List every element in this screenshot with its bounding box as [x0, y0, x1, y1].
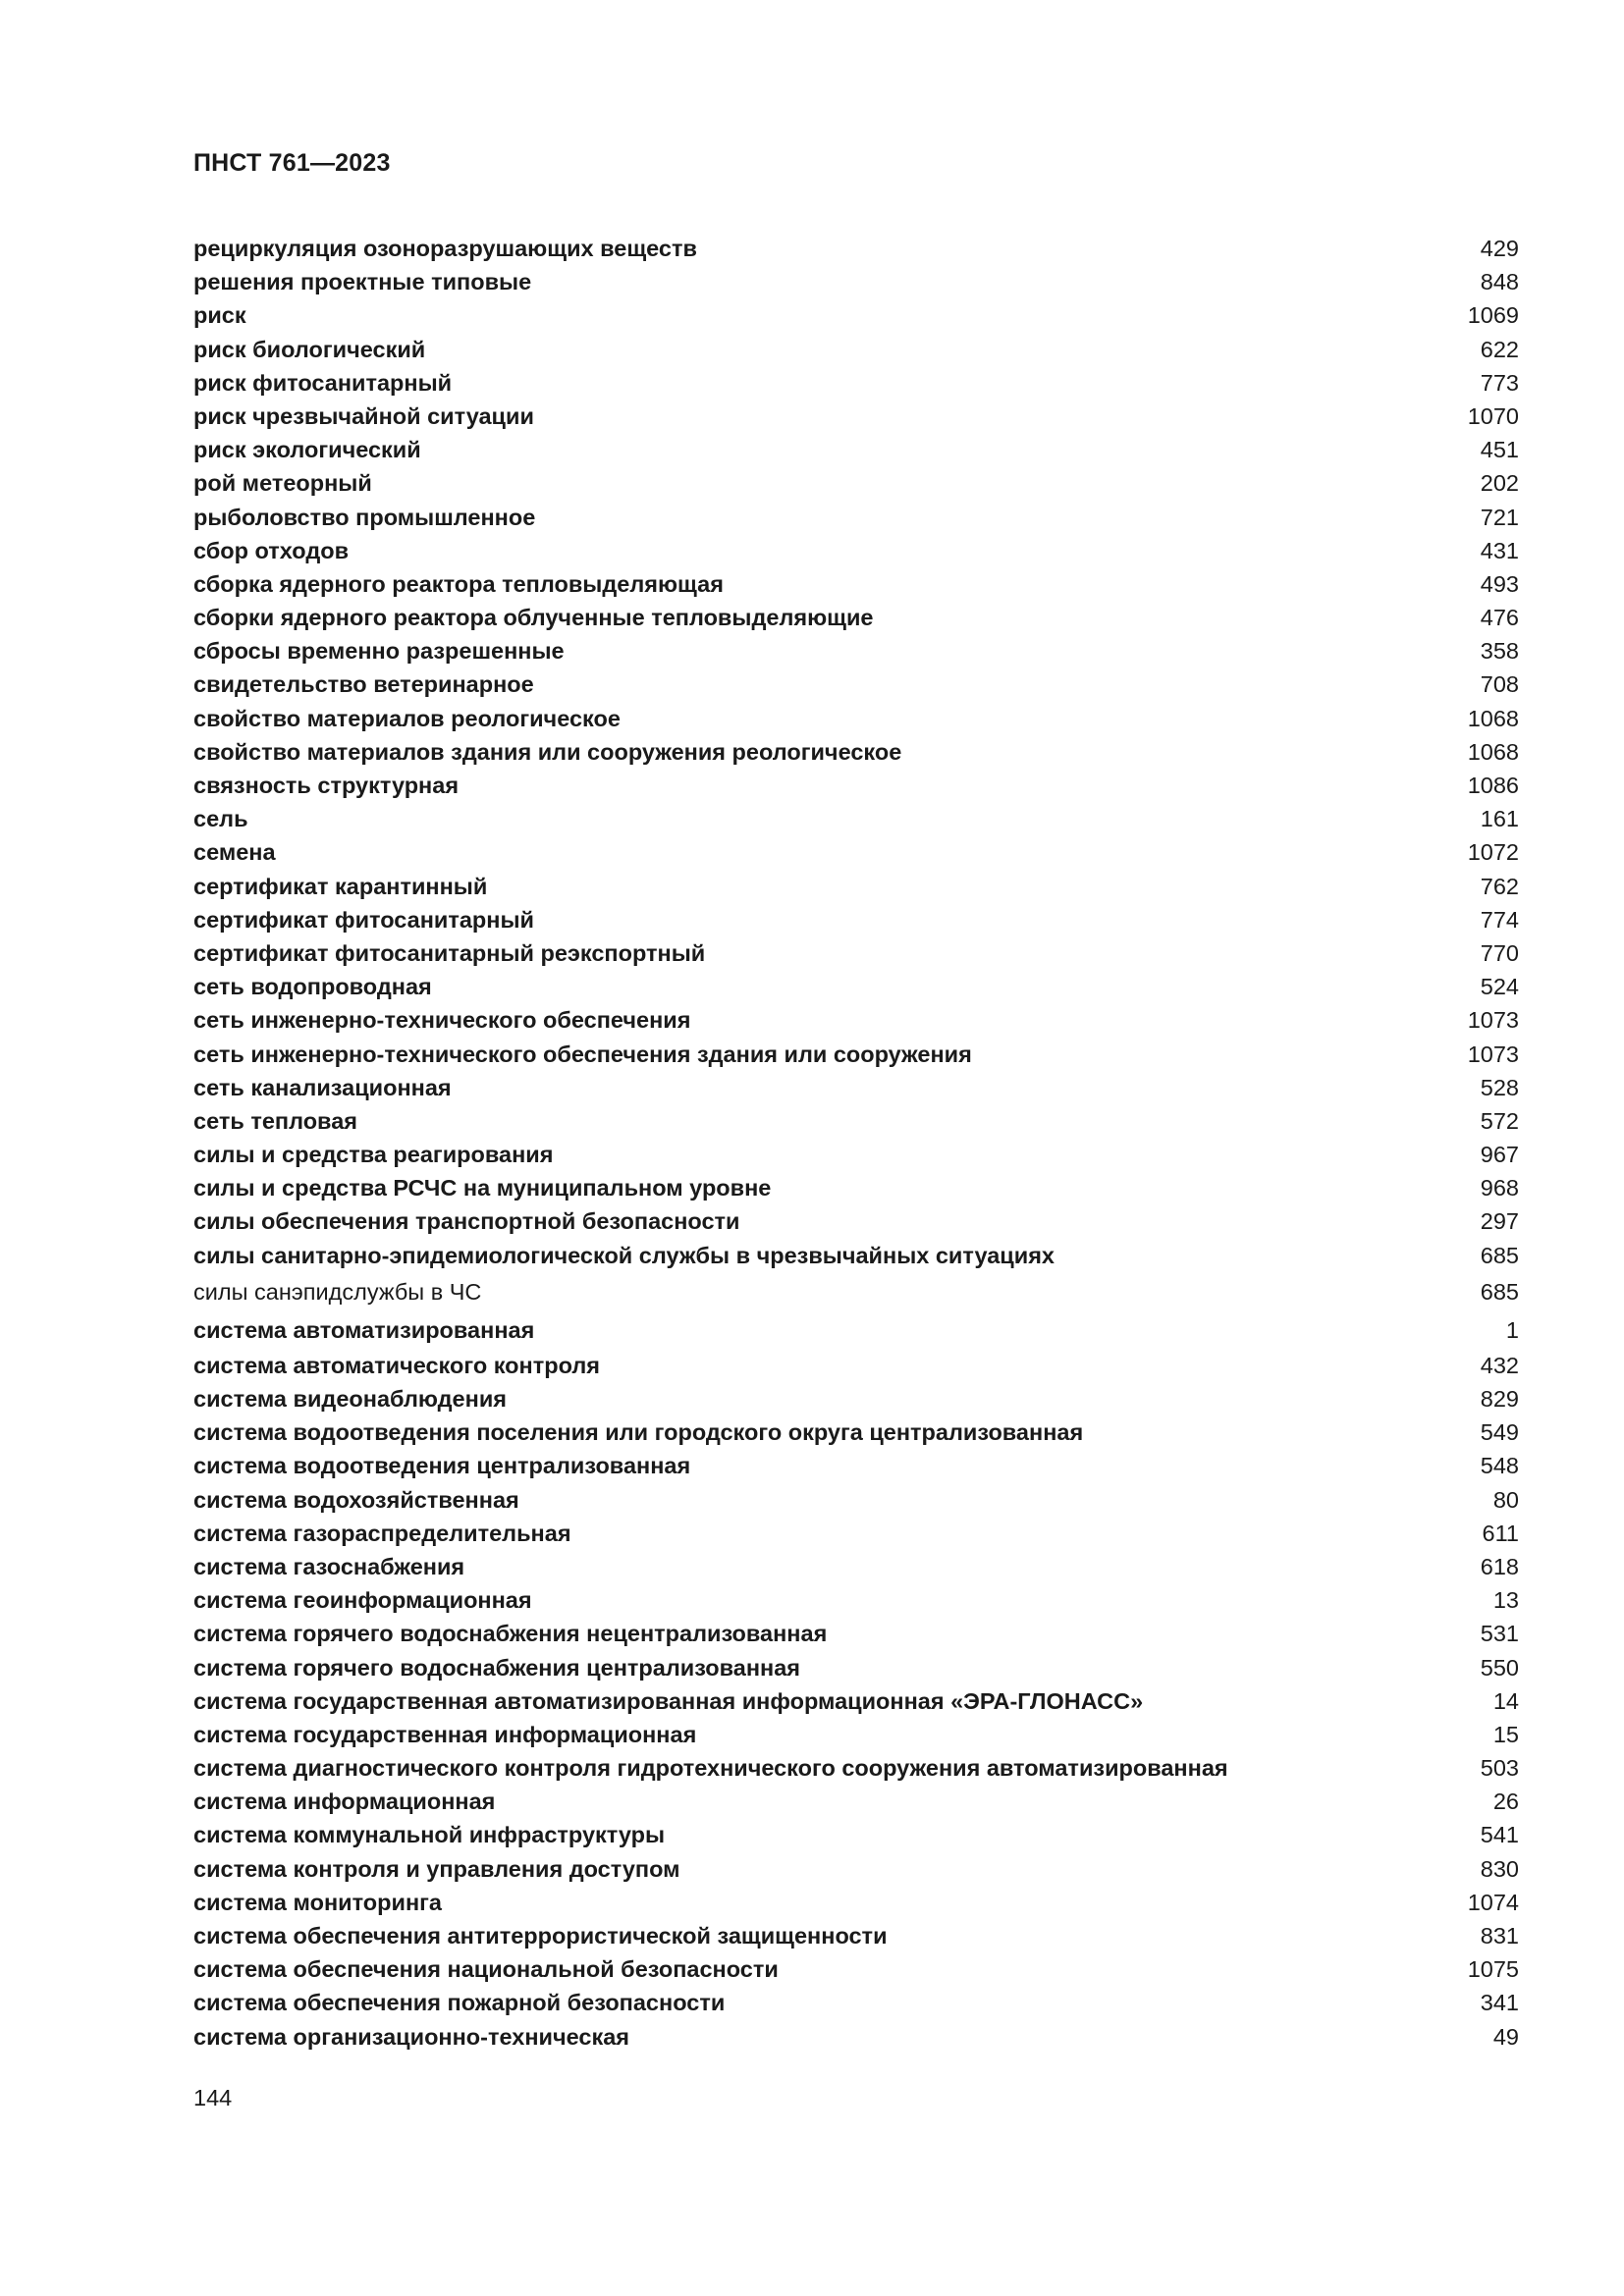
index-page-ref: 528: [1480, 1074, 1519, 1100]
index-entry: [193, 1171, 1519, 1204]
index-page-ref: 15: [1492, 1721, 1519, 1747]
index-page-ref: 531: [1480, 1621, 1519, 1647]
index-term: силы и средства реагирования: [193, 1142, 554, 1168]
index-entry: [193, 936, 1519, 970]
index-term: семена: [193, 839, 276, 866]
index-entry: [193, 1651, 1519, 1684]
index-term: свойство материалов здания или сооружения реологическое: [193, 738, 902, 765]
index-page-ref: 26: [1492, 1789, 1519, 1815]
index-term: система обеспечения антитеррористической защищенности: [193, 1923, 888, 1949]
index-page-ref: 848: [1480, 269, 1519, 295]
index-term: система водоотведения поселения или городского округа централизованная: [193, 1419, 1084, 1446]
index-term: силы санэпидслужбы в ЧС: [193, 1278, 482, 1305]
alphabetical-index: [193, 232, 1519, 2054]
index-entry: [193, 970, 1519, 1003]
index-term: система обеспечения пожарной безопасности: [193, 1990, 726, 2016]
index-page-ref: 431: [1480, 537, 1519, 563]
index-entry: [193, 802, 1519, 835]
index-page-ref: 451: [1480, 437, 1519, 463]
index-term: сертификат фитосанитарный реэкспортный: [193, 939, 706, 966]
index-term: риск биологический: [193, 336, 426, 362]
index-entry: [193, 333, 1519, 366]
index-page-ref: 476: [1480, 605, 1519, 631]
index-page-ref: 622: [1480, 336, 1519, 362]
index-term: система автоматического контроля: [193, 1352, 600, 1378]
index-term: система видеонаблюдения: [193, 1386, 507, 1412]
index-page-ref: 548: [1480, 1453, 1519, 1479]
index-entry: [193, 1003, 1519, 1037]
index-page-ref: 1068: [1467, 705, 1519, 731]
index-entry: [193, 1886, 1519, 1919]
index-entry: [193, 534, 1519, 567]
index-page-ref: 358: [1480, 638, 1519, 665]
index-entry: [193, 567, 1519, 601]
index-entry: [193, 232, 1519, 265]
index-term: риск экологический: [193, 437, 421, 463]
index-page-ref: 503: [1480, 1755, 1519, 1782]
index-term: рыболовство промышленное: [193, 504, 536, 530]
index-page-ref: 618: [1480, 1553, 1519, 1579]
index-page-ref: 829: [1480, 1386, 1519, 1412]
index-term: сертификат фитосанитарный: [193, 906, 534, 933]
index-term: рециркуляция озоноразрушающих веществ: [193, 236, 697, 261]
index-page-ref: 830: [1480, 1855, 1519, 1882]
index-entry: [193, 433, 1519, 466]
page-number: 144: [193, 2085, 233, 2110]
index-entry: [193, 1104, 1519, 1138]
index-entry: [193, 366, 1519, 400]
index-entry: [193, 265, 1519, 298]
index-entry: [193, 634, 1519, 667]
index-entry: [193, 1449, 1519, 1482]
index-page-ref: 572: [1480, 1107, 1519, 1134]
index-entry: [193, 1919, 1519, 1952]
index-entry: [193, 1818, 1519, 1851]
index-entry: [193, 1239, 1519, 1272]
index-term: силы санитарно-эпидемиологической службы в чрезвычайных ситуациях: [193, 1242, 1055, 1268]
index-term: силы и средства РСЧС на муниципальном уровне: [193, 1175, 772, 1201]
index-entry: [193, 769, 1519, 802]
index-page-ref: 1073: [1467, 1041, 1519, 1067]
index-page-ref: 549: [1480, 1419, 1519, 1446]
index-page-ref: 541: [1480, 1822, 1519, 1848]
index-entry: [193, 667, 1519, 701]
index-term: сборка ядерного реактора тепловыделяющая: [193, 570, 724, 597]
index-page-ref: 429: [1480, 236, 1519, 261]
index-page-ref: 49: [1492, 2023, 1519, 2050]
index-page-ref: 721: [1480, 504, 1519, 530]
index-page-ref: 550: [1480, 1654, 1519, 1681]
index-page-ref: 14: [1492, 1687, 1519, 1714]
index-entry: [193, 1617, 1519, 1650]
index-entry: [193, 870, 1519, 903]
index-entry: [193, 1483, 1519, 1517]
index-term: система государственная информационная: [193, 1721, 697, 1747]
index-page-ref: 80: [1492, 1486, 1519, 1513]
index-page-ref: 685: [1480, 1278, 1519, 1305]
index-entry: [193, 1038, 1519, 1071]
index-page-ref: 341: [1480, 1990, 1519, 2016]
index-page-ref: 611: [1482, 1520, 1519, 1546]
index-term: система мониторинга: [193, 1889, 443, 1915]
index-page-ref: 432: [1480, 1352, 1519, 1378]
index-entry: [193, 835, 1519, 869]
index-page-ref: 202: [1480, 470, 1519, 497]
index-term: риск чрезвычайной ситуации: [193, 402, 534, 429]
index-term: сеть водопроводная: [193, 974, 432, 1000]
index-page-ref: 774: [1480, 906, 1519, 933]
index-entry: [193, 466, 1519, 500]
index-page-ref: 968: [1480, 1175, 1519, 1201]
index-page-ref: 770: [1480, 939, 1519, 966]
index-term: система газораспределительная: [193, 1520, 571, 1546]
index-term: система контроля и управления доступом: [193, 1855, 680, 1882]
index-page-ref: 1074: [1467, 1889, 1519, 1915]
index-term: система обеспечения национальной безопасности: [193, 1956, 779, 1983]
index-term: система газоснабжения: [193, 1553, 465, 1579]
index-page-ref: 13: [1492, 1587, 1519, 1614]
index-entry: [193, 1550, 1519, 1583]
index-entry: [193, 298, 1519, 332]
index-entry: [193, 1312, 1519, 1349]
index-term: система водохозяйственная: [193, 1486, 519, 1513]
index-entry: [193, 1952, 1519, 1986]
index-term: силы обеспечения транспортной безопасности: [193, 1208, 740, 1235]
index-entry: [193, 501, 1519, 534]
index-entry: [193, 1349, 1519, 1382]
index-entry: [193, 1382, 1519, 1415]
index-entry: [193, 1751, 1519, 1785]
index-entry: [193, 2020, 1519, 2054]
index-term: риск фитосанитарный: [193, 369, 453, 396]
index-entry: [193, 702, 1519, 735]
index-term: сель: [193, 806, 248, 832]
index-entry: [193, 1415, 1519, 1449]
index-page-ref: 1073: [1467, 1007, 1519, 1034]
index-term: система государственная автоматизированная информационная «ЭРА-ГЛОНАСС»: [193, 1687, 1144, 1714]
index-term: система автоматизированная: [193, 1316, 535, 1343]
index-entry: [193, 1684, 1519, 1718]
index-term: связность структурная: [193, 773, 460, 798]
index-page-ref: 1069: [1467, 302, 1519, 329]
index-term: рой метеорный: [193, 470, 372, 497]
index-term: система горячего водоснабжения централизованная: [193, 1654, 801, 1681]
index-page-ref: 773: [1480, 369, 1519, 396]
index-term: свидетельство ветеринарное: [193, 671, 534, 698]
index-term: свойство материалов реологическое: [193, 705, 621, 731]
index-entry: [193, 735, 1519, 769]
index-term: сеть инженерно-технического обеспечения здания или сооружения: [193, 1041, 972, 1067]
index-term: сеть тепловая: [193, 1107, 357, 1134]
index-page-ref: 685: [1480, 1242, 1519, 1268]
index-term: система организационно-техническая: [193, 2023, 629, 2050]
index-entry: [193, 1718, 1519, 1751]
index-term: решения проектные типовые: [193, 269, 532, 295]
index-page-ref: 1068: [1467, 738, 1519, 765]
index-term: сеть канализационная: [193, 1074, 452, 1100]
index-entry: [193, 1204, 1519, 1238]
index-term: сбросы временно разрешенные: [193, 638, 565, 665]
index-term: система диагностического контроля гидротехнического сооружения автоматизированная: [193, 1755, 1228, 1782]
index-entry: [193, 1071, 1519, 1104]
index-page-ref: 1075: [1467, 1956, 1519, 1983]
index-term: сертификат карантинный: [193, 873, 488, 899]
index-entry: [193, 1785, 1519, 1818]
index-entry: [193, 601, 1519, 634]
index-page-ref: 297: [1480, 1208, 1519, 1235]
index-entry: [193, 1272, 1519, 1312]
index-term: система информационная: [193, 1789, 496, 1815]
index-term: система геоинформационная: [193, 1587, 532, 1614]
index-page-ref: 1070: [1467, 402, 1519, 429]
index-term: риск: [193, 302, 246, 329]
index-entry: [193, 1517, 1519, 1550]
index-entry: [193, 1138, 1519, 1171]
index-entry: [193, 1986, 1519, 2019]
index-page-ref: 524: [1480, 974, 1519, 1000]
index-page-ref: 967: [1480, 1142, 1519, 1168]
index-page-ref: 708: [1480, 671, 1519, 698]
index-entry: [193, 903, 1519, 936]
index-term: система горячего водоснабжения нецентрализованная: [193, 1621, 828, 1647]
index-page-ref: 493: [1480, 570, 1519, 597]
index-term: сеть инженерно-технического обеспечения: [193, 1007, 691, 1034]
index-term: сборки ядерного реактора облученные тепловыделяющие: [193, 605, 874, 631]
index-entry: [193, 1583, 1519, 1617]
index-page-ref: 1: [1505, 1316, 1519, 1343]
index-entry: [193, 400, 1519, 433]
page-header-standard: ПНСТ 761—2023: [193, 149, 391, 177]
index-page-ref: 831: [1480, 1923, 1519, 1949]
index-page-ref: 161: [1480, 806, 1519, 832]
index-term: система водоотведения централизованная: [193, 1453, 691, 1479]
index-page-ref: 1086: [1467, 773, 1519, 798]
index-term: система коммунальной инфраструктуры: [193, 1822, 666, 1848]
index-page-ref: 1072: [1467, 839, 1519, 866]
index-term: сбор отходов: [193, 537, 350, 563]
index-entry: [193, 1852, 1519, 1886]
index-page-ref: 762: [1480, 873, 1519, 899]
